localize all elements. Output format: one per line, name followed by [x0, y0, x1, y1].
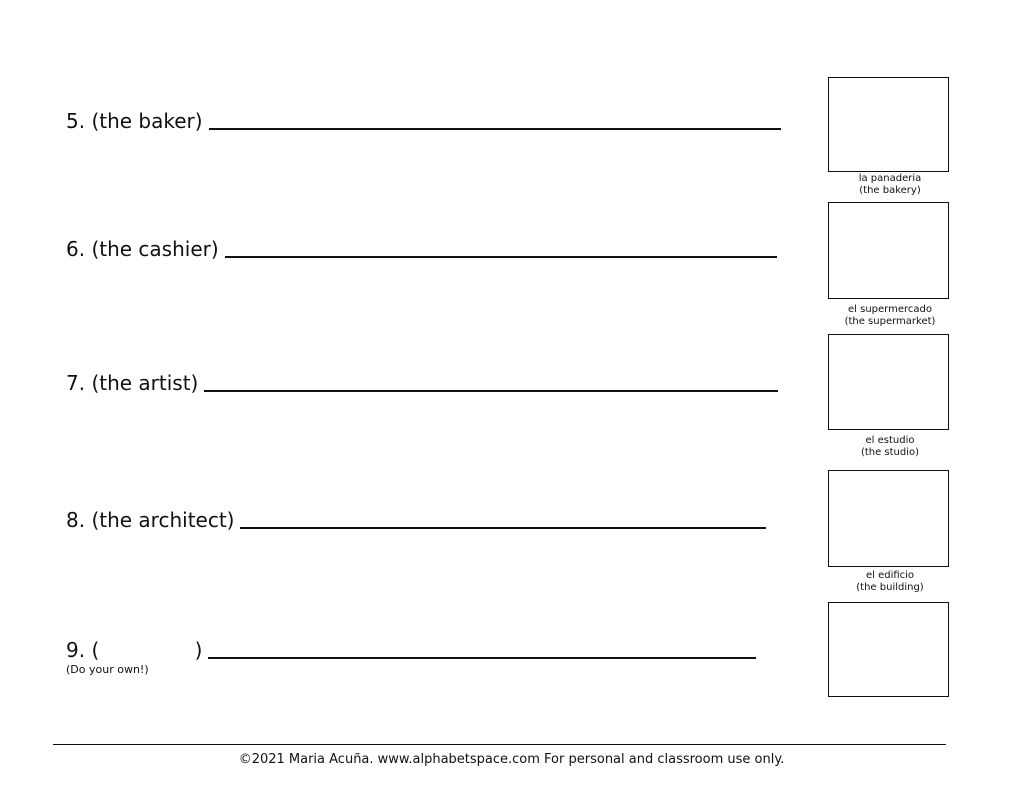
picture-caption-studio: [820, 435, 960, 459]
caption-english: (the studio): [860, 447, 920, 458]
picture-box-bakery[interactable]: [828, 77, 949, 172]
caption-english: (the supermarket): [844, 316, 936, 327]
item-prompt: 7. (the artist): [66, 371, 199, 395]
footer-divider: [53, 744, 946, 745]
caption-spanish: la panaderia: [858, 173, 922, 184]
picture-box-own[interactable]: [828, 602, 949, 697]
picture-caption-supermarket: [820, 304, 960, 328]
caption-english: (the bakery): [859, 185, 921, 196]
picture-box-studio[interactable]: [828, 334, 949, 430]
caption-spanish: el supermercado: [848, 304, 932, 315]
worksheet-item-7: [66, 370, 778, 394]
caption-spanish: el edificio: [865, 570, 915, 581]
picture-box-building[interactable]: [828, 470, 949, 567]
worksheet-item-9: [66, 637, 756, 661]
copyright-footer: ©2021 Maria Acuña. www.alphabetspace.com For personal and classroom use only.: [238, 752, 785, 767]
worksheet-item-8: [66, 507, 766, 531]
answer-line[interactable]: [208, 637, 756, 659]
worksheet-item-5: [66, 108, 781, 132]
picture-box-supermarket[interactable]: [828, 202, 949, 299]
answer-line[interactable]: [209, 108, 781, 130]
picture-caption-bakery: [820, 173, 960, 197]
answer-line[interactable]: [204, 370, 778, 392]
answer-line[interactable]: [240, 507, 766, 529]
answer-line[interactable]: [225, 236, 777, 258]
do-your-own-note: (Do your own!): [66, 663, 149, 676]
picture-caption-building: [820, 570, 960, 594]
item-prompt: 8. (the architect): [66, 508, 235, 532]
caption-english: (the building): [856, 582, 924, 593]
worksheet-item-6: [66, 236, 777, 260]
item-prompt: 9. ( ): [66, 638, 203, 662]
item-prompt: 5. (the baker): [66, 109, 203, 133]
item-prompt: 6. (the cashier): [66, 237, 219, 261]
caption-spanish: el estudio: [865, 435, 915, 446]
